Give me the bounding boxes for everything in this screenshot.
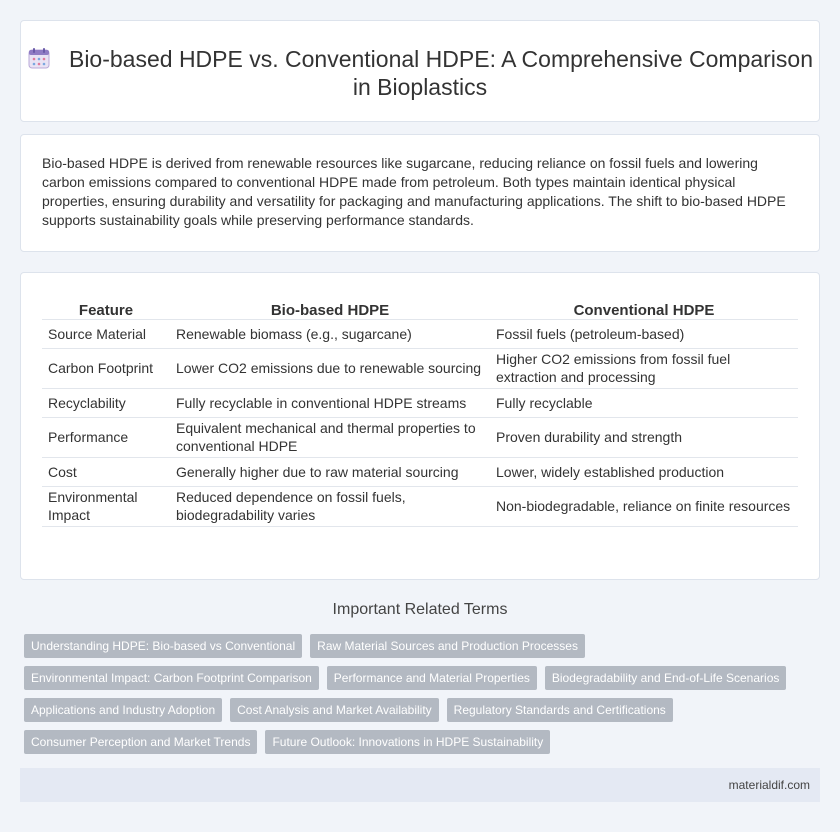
related-terms-title: Important Related Terms	[332, 601, 508, 618]
header-feature: Feature	[42, 295, 170, 319]
cell-feature: Recyclability	[42, 388, 170, 417]
footer-site-link[interactable]: materialdif.com	[728, 778, 810, 792]
related-term-tag[interactable]: Future Outlook: Innovations in HDPE Sustainability	[265, 730, 550, 754]
intro-card	[20, 134, 820, 252]
header-conventional: Conventional HDPE	[490, 295, 798, 319]
header-bio-based: Bio-based HDPE	[170, 295, 490, 319]
related-term-tag[interactable]: Biodegradability and End-of-Life Scenarios	[545, 666, 786, 690]
cell-conventional: Fully recyclable	[490, 388, 798, 417]
footer-bar	[20, 768, 820, 802]
cell-bio-based: Fully recyclable in conventional HDPE streams	[170, 388, 490, 417]
page-title-wrap	[21, 45, 819, 101]
cell-feature: Performance	[42, 417, 170, 457]
table-row	[42, 486, 798, 526]
cell-conventional: Proven durability and strength	[490, 417, 798, 457]
cell-bio-based: Generally higher due to raw material sourcing	[170, 457, 490, 486]
table-header-row	[42, 295, 798, 319]
related-term-tag[interactable]: Cost Analysis and Market Availability	[230, 698, 439, 722]
cell-feature: Carbon Footprint	[42, 348, 170, 388]
related-term-tag[interactable]: Environmental Impact: Carbon Footprint Comparison	[24, 666, 319, 690]
related-term-tag[interactable]: Consumer Perception and Market Trends	[24, 730, 257, 754]
comparison-table	[42, 295, 798, 527]
table-row	[42, 388, 798, 417]
cell-feature: Environmental Impact	[42, 486, 170, 526]
cell-bio-based: Reduced dependence on fossil fuels, biodegradability varies	[170, 486, 490, 526]
related-term-tag[interactable]: Understanding HDPE: Bio-based vs Conventional	[24, 634, 302, 658]
intro-paragraph: Bio-based HDPE is derived from renewable resources like sugarcane, reducing reliance on fossil fuels and lowering carbon emissions compared to conventional HDPE made from petroleum. Both types maintain identical physical properties, ensuring durability and versatility for packaging and manufacturing applications. The shift to bio-based HDPE supports sustainability goals while preserving performance standards.	[42, 155, 786, 228]
table-row	[42, 457, 798, 486]
cell-conventional: Higher CO2 emissions from fossil fuel extraction and processing	[490, 348, 798, 388]
cell-bio-based: Lower CO2 emissions due to renewable sourcing	[170, 348, 490, 388]
related-term-tag[interactable]: Regulatory Standards and Certifications	[447, 698, 673, 722]
related-terms-section	[20, 598, 820, 749]
comparison-table-card	[20, 272, 820, 580]
related-term-tag[interactable]: Applications and Industry Adoption	[24, 698, 222, 722]
header-card	[20, 20, 820, 122]
table-row	[42, 319, 798, 348]
cell-feature: Cost	[42, 457, 170, 486]
cell-bio-based: Renewable biomass (e.g., sugarcane)	[170, 319, 490, 348]
related-term-tag[interactable]: Raw Material Sources and Production Processes	[310, 634, 585, 658]
calendar-icon	[27, 46, 51, 70]
page-title: Bio-based HDPE vs. Conventional HDPE: A Comprehensive Comparison in Bioplastics	[68, 46, 814, 100]
cell-conventional: Lower, widely established production	[490, 457, 798, 486]
cell-conventional: Fossil fuels (petroleum-based)	[490, 319, 798, 348]
cell-bio-based: Equivalent mechanical and thermal properties to conventional HDPE	[170, 417, 490, 457]
table-row	[42, 348, 798, 388]
cell-feature: Source Material	[42, 319, 170, 348]
related-term-tag[interactable]: Performance and Material Properties	[327, 666, 537, 690]
table-row	[42, 417, 798, 457]
cell-conventional: Non-biodegradable, reliance on finite resources	[490, 486, 798, 526]
related-terms-tags	[24, 634, 814, 762]
